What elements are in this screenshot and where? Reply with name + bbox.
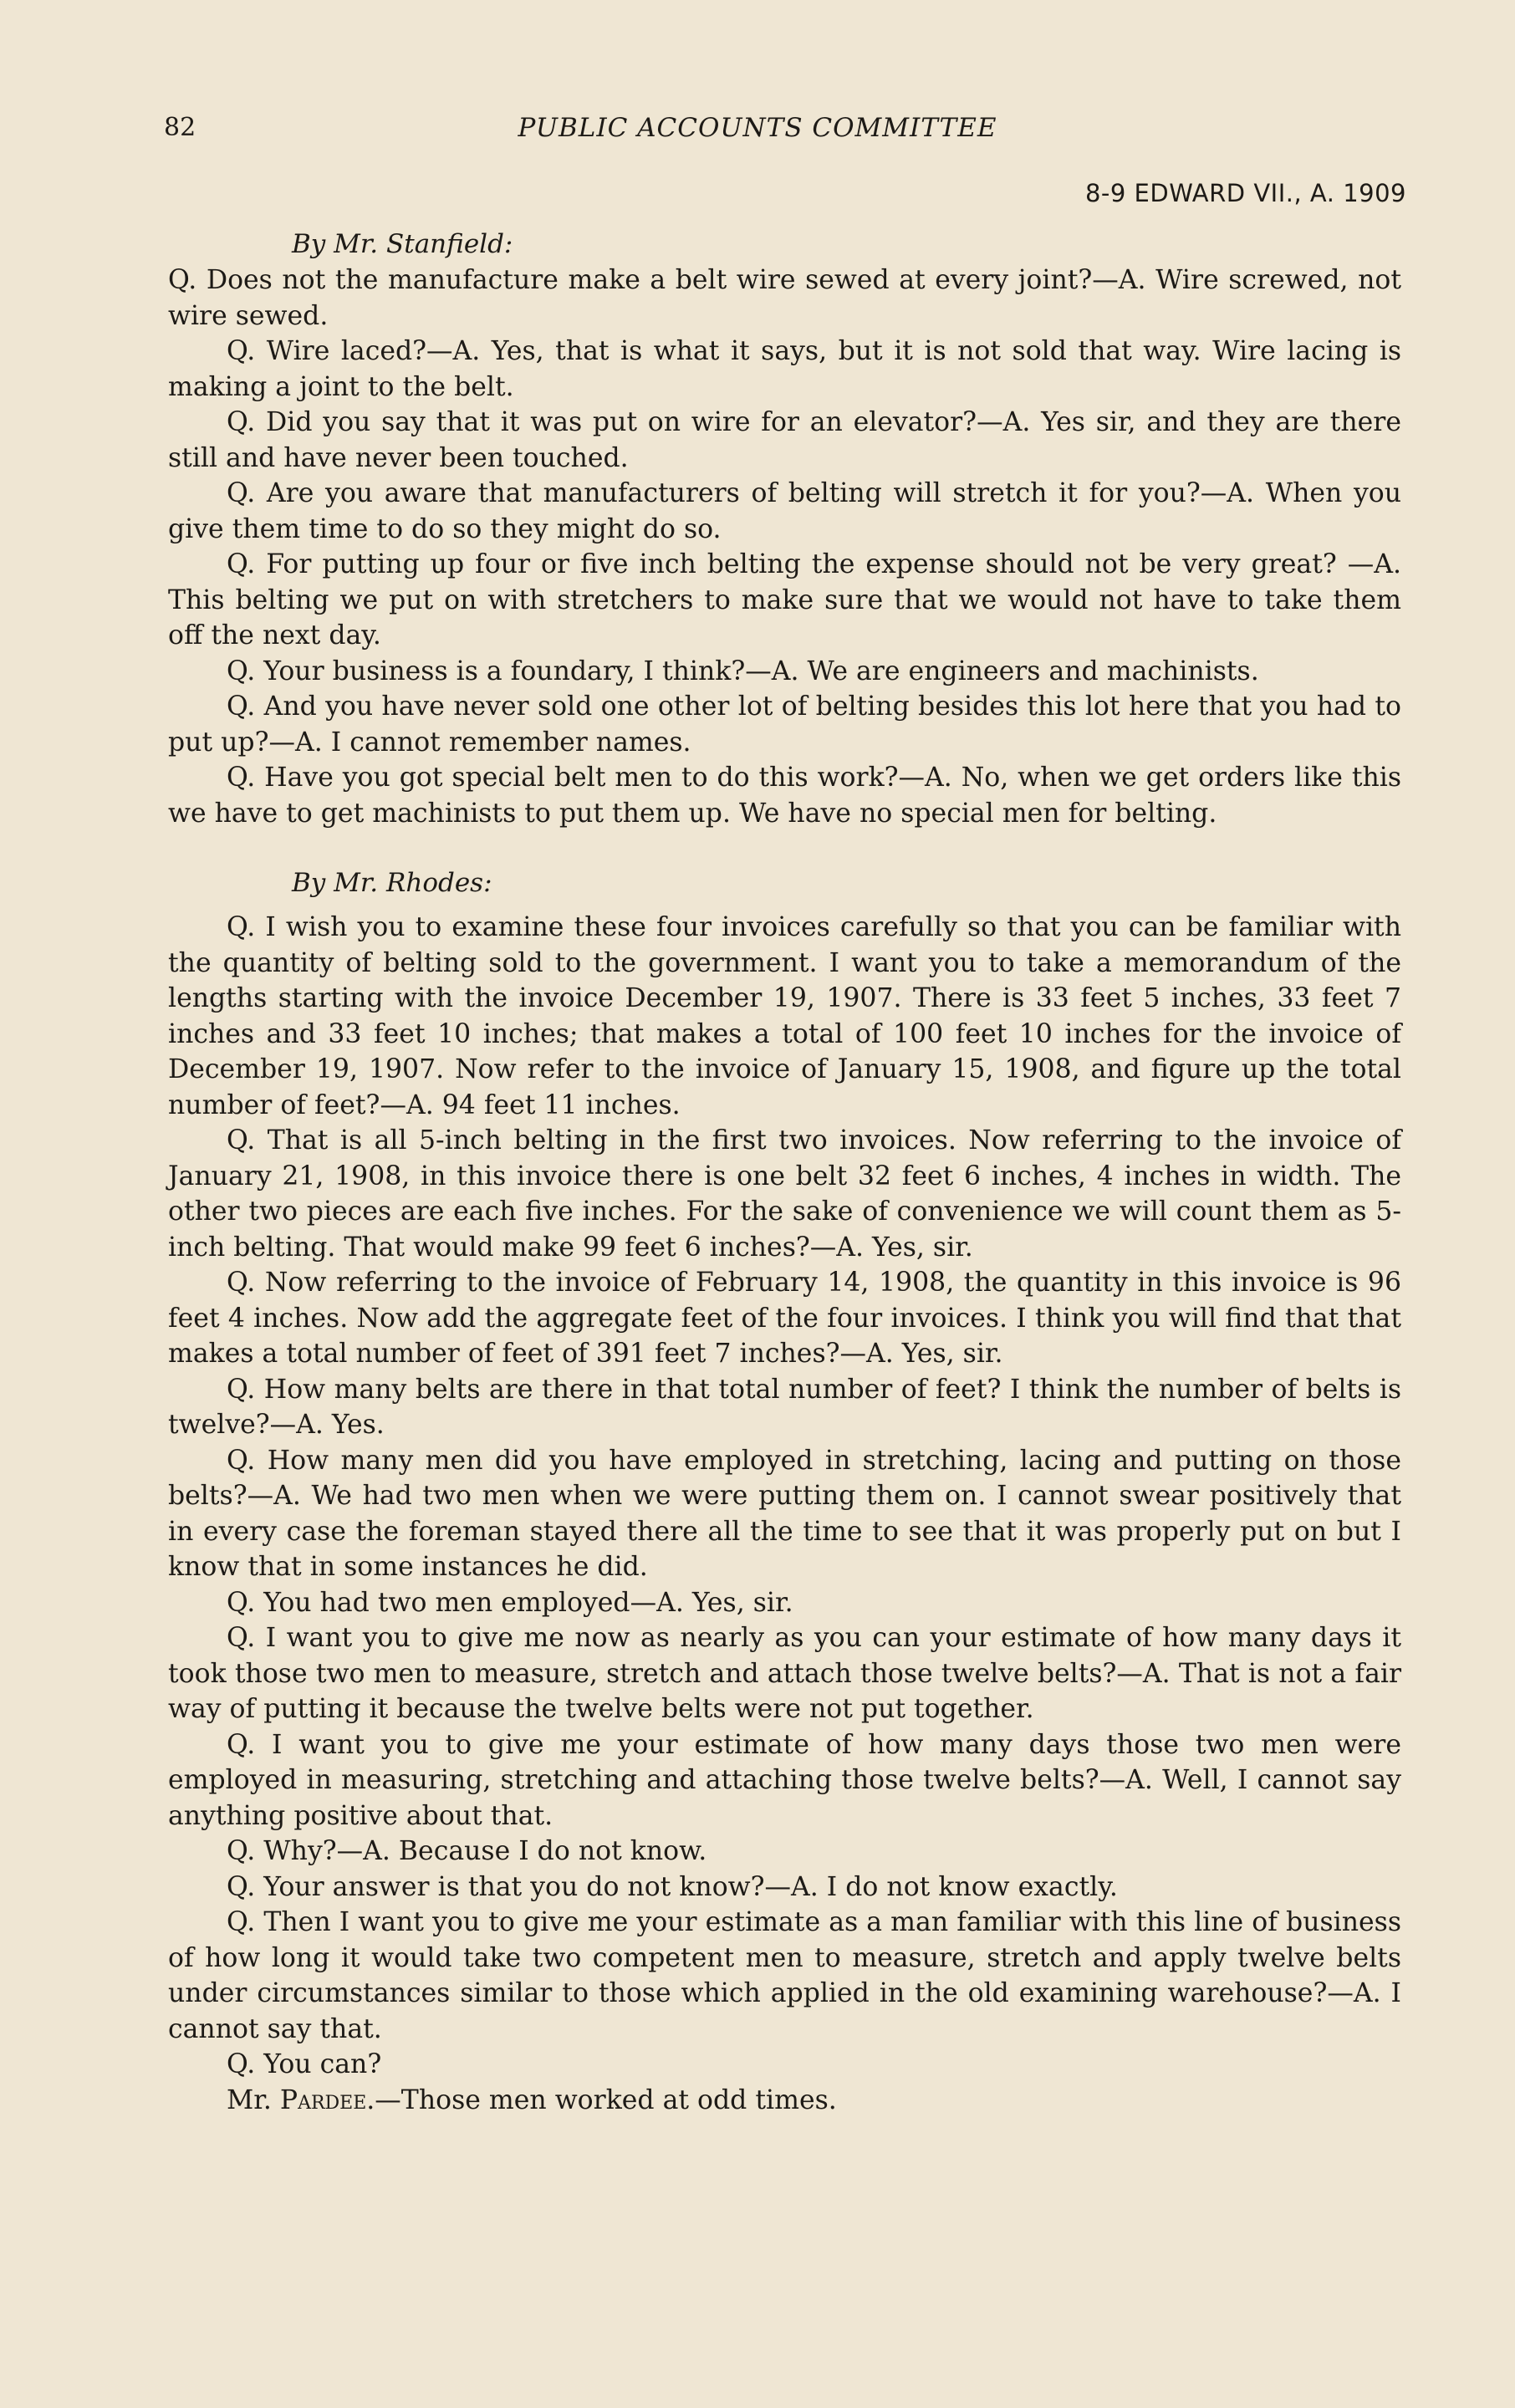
paragraph: Q. I wish you to examine these four invoices carefully so that you can be familiar with the quantity of belting sold to the government. I want you to take a memorandum of the lengths starting with the invoice December 19, 1907. There is 33 feet 5 inches, 33 feet 7 inches and 33 feet 10 inches; that makes a total of 100 feet 10 inches for the invoice of December 19, 1907. Now refer to the invoice of January 15, 1908, and figure up the total number of feet?—A. 94 feet 11 inches. (168, 912, 1401, 1120)
section-gap (168, 831, 1401, 865)
paragraph: Q. Does not the manufacture make a belt wire sewed at every joint?—A. Wire screwed, not wire sewed. (168, 265, 1401, 331)
paragraph: Q. I want you to give me now as nearly as you can your estimate of how many days it took those two men to measure, stretch and attach those twelve belts?—A. That is not a fair way of putting it because the twelve belts were not put together. (168, 1623, 1401, 1724)
running-title: PUBLIC ACCOUNTS COMMITTEE (518, 113, 997, 143)
speaker-heading: By Mr. Rhodes: (292, 868, 492, 898)
speaker-name: Pardee (279, 2084, 367, 2115)
paragraph: Q. That is all 5-inch belting in the first two invoices. Now referring to the invoice of January 21, 1908, in this invoice there is one belt 32 feet 6 inches, 4 inches in width. The other two pieces are each five inches. For the sake of convenience we will count them as 5-inch belting. That would make 99 feet 6 inches?—A. Yes, sir. (168, 1125, 1401, 1263)
paragraph: Q. How many belts are there in that total number of feet? I think the number of belts is twelve?—A. Yes. (168, 1374, 1401, 1440)
closing-paragraph (168, 2083, 1401, 2119)
paragraph: Q. Then I want you to give me your estimate as a man familiar with this line of business of how long it would take two competent men to measure, stretch and apply twelve belts under circumstances similar to those which applied in the old examining warehouse?—A. I cannot say that. (168, 1907, 1401, 2044)
paragraph: Q. Your answer is that you do not know?—A. I do not know exactly. (227, 1871, 1118, 1902)
page-number: 82 (164, 113, 196, 142)
paragraph: Q. Your business is a foundary, I think?—A. We are engineers and machinists. (227, 656, 1259, 686)
paragraph: Q. And you have never sold one other lot of belting besides this lot here that you had to put up?—A. I cannot remember names. (168, 691, 1401, 758)
page-body (168, 226, 1401, 2118)
paragraph: Q. For putting up four or five inch belting the expense should not be very great? —A. This belting we put on with stretchers to make sure that we would not have to take them off the next day. (168, 549, 1401, 650)
session-label: 8-9 EDWARD VII., A. 1909 (1084, 179, 1406, 207)
paragraph: Q. Did you say that it was put on wire for an elevator?—A. Yes sir, and they are there still and have never been touched. (168, 407, 1401, 473)
paragraph: Q. I want you to give me your estimate of how many days those two men were employed in measuring, stretching and attaching those twelve belts?—A. Well, I cannot say anything positive about that. (168, 1729, 1401, 1831)
page-header (164, 113, 1351, 155)
closing-prefix: Mr. (227, 2084, 280, 2115)
paragraph: Q. You had two men employed—A. Yes, sir. (227, 1587, 793, 1618)
paragraph: Q. How many men did you have employed in stretching, lacing and putting on those belts?—A. We had two men when we were putting them on. I cannot swear positively that in every case the foreman stayed there all the time to see that it was properly put on but I know that in some instances he did. (168, 1445, 1401, 1582)
paragraph: Q. Are you aware that manufacturers of belting will stretch it for you?—A. When you give them time to do so they might do so. (168, 478, 1401, 544)
paragraph: Q. Have you got special belt men to do this work?—A. No, when we get orders like this we have to get machinists to put them up. We have no special men for belting. (168, 763, 1401, 829)
paragraph: Q. Wire laced?—A. Yes, that is what it says, but it is not sold that way. Wire lacing is making a joint to the belt. (168, 336, 1401, 402)
paragraph: Q. You can? (227, 2049, 382, 2079)
speaker-heading: By Mr. Stanfield: (292, 229, 513, 259)
closing-text: .—Those men worked at odd times. (366, 2084, 837, 2115)
paragraph: Q. Now referring to the invoice of February 14, 1908, the quantity in this invoice is 96 feet 4 inches. Now add the aggregate feet of the four invoices. I think you will find that that makes a total number of feet of 391 feet 7 inches?—A. Yes, sir. (168, 1268, 1401, 1369)
paragraph: Q. Why?—A. Because I do not know. (227, 1836, 707, 1866)
